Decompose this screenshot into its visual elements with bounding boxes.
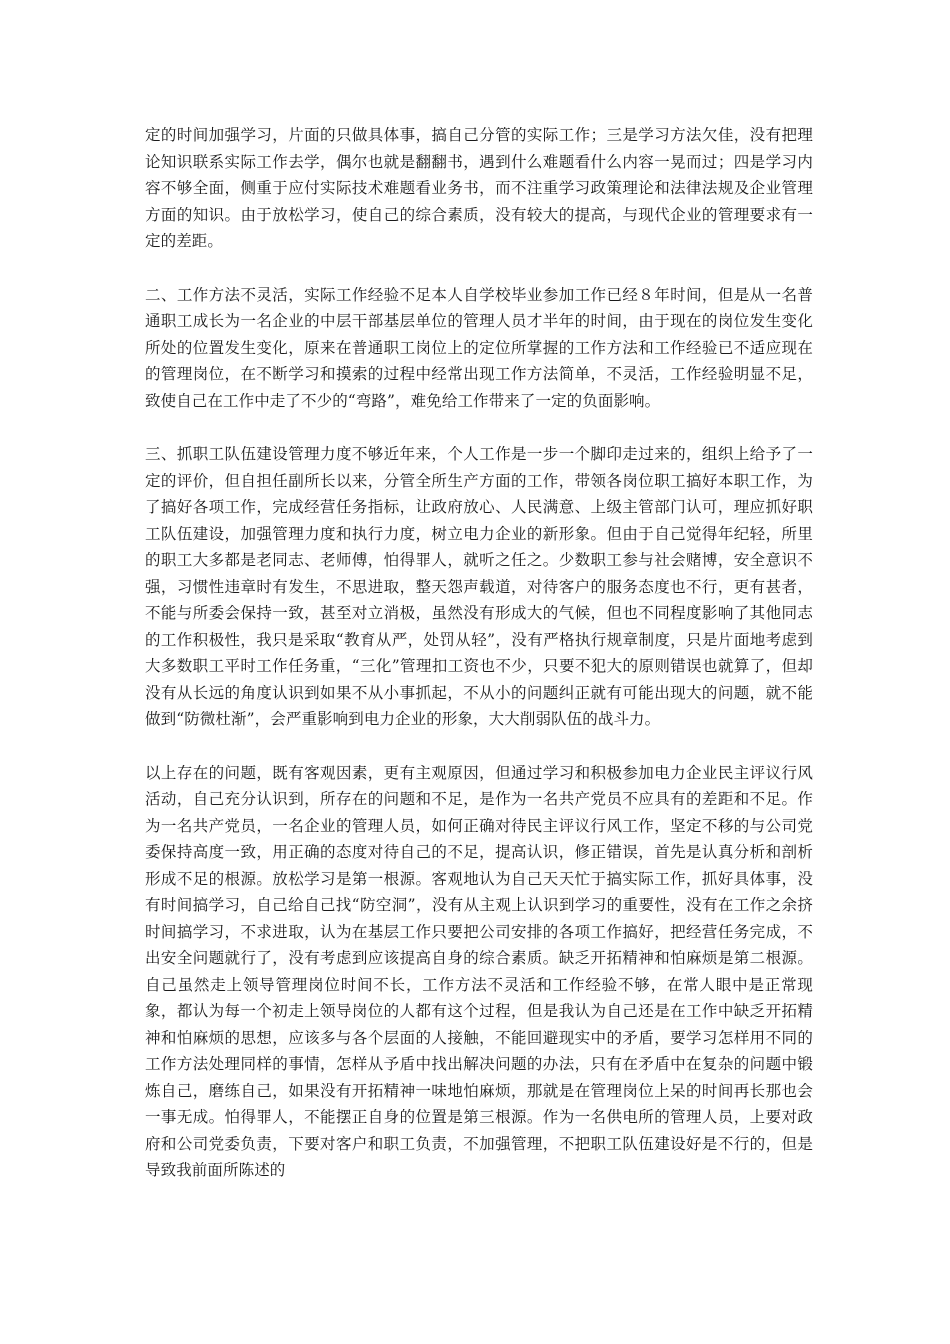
paragraph-study-issues: 定的时间加强学习，片面的只做具体事，搞自己分管的实际工作；三是学习方法欠佳，没有把理论知识联系实际工作去学，偶尔也就是翻翻书，遇到什么难题看什么内容一晃而过；四是学习内容不够全面，侧重于应付实际技术难题看业务书，而不注重学习政策理论和法律法规及企业管理方面的知识。由于放松学习，使自己的综合素质，没有较大的提高，与现代企业的管理要求有一定的差距。 [145,126,813,250]
paragraph-team-management: 三、抓职工队伍建设管理力度不够近年来，个人工作是一步一个脚印走过来的，组织上给予了一定的评价，但自担任副所长以来，分管全所生产方面的工作，带领各岗位职工搞好本职工作，为了搞好各项工作，完成经营任务指标，让政府放心、人民满意、上级主管部门认可，理应抓好职工队伍建设，加强管理力度和执行力度，树立电力企业的新形象。但由于自己觉得年纪轻，所里的职工大多都是老同志、老师傅，怕得罪人，就听之任之。少数职工参与社会赌博，安全意识不强，习惯性违章时有发生，不思进取，整天怨声载道，对待客户的服务态度也不行，更有甚者，不能与所委会保持一致，甚至对立消极，虽然没有形成大的气候，但也不同程度影响了其他同志的工作积极性，我只是采取“教育从严，处罚从轻”，没有严格执行规章制度，只是片面地考虑到大多数职工平时工作任务重，“三化”管理扣工资也不少，只要不犯大的原则错误也就算了，但却没有从长远的角度认识到如果不从小事抓起，不从小的问题纠正就有可能出现大的问题，就不能做到“防微杜渐”，会严重影响到电力企业的形象，大大削弱队伍的战斗力。 [145,445,813,728]
paragraph-root-causes: 以上存在的问题，既有客观因素，更有主观原因，但通过学习和积极参加电力企业民主评议行风活动，自己充分认识到，所存在的问题和不足，是作为一名共产党员不应具有的差距和不足。作为一名共产党员，一名企业的管理人员，如何正确对待民主评议行风工作，坚定不移的与公司党委保持高度一致，用正确的态度对待自己的不足，提高认识，修正错误，首先是认真分析和剖析形成不足的根源。放松学习是第一根源。客观地认为自己天天忙于搞实际工作，抓好具体事，没有时间搞学习，自己给自己找“防空洞”，没有从主观上认识到学习的重要性，没有在工作之余挤时间搞学习，不求进取，认为在基层工作只要把公司安排的各项工作搞好，把经营任务完成，不出安全问题就行了，没有考虑到应该提高自身的综合素质。缺乏开拓精神和怕麻烦是第二根源。自己虽然走上领导管理岗位时间不长，工作方法不灵活和工作经验不够，在常人眼中是正常现象，都认为每一个初走上领导岗位的人都有这个过程，但是我认为自己还是在工作中缺乏开拓精神和怕麻烦的思想，应该多与各个层面的人接触，不能回避现实中的矛盾，要学习怎样用不同的工作方法处理同样的事情，怎样从予盾中找出解决问题的办法，只有在矛盾中在复杂的问题中锻炼自己，磨练自己，如果没有开拓精神一味地怕麻烦，那就是在管理岗位上呆的时间再长那也会一事无成。怕得罪人，不能摆正自身的位置是第三根源。作为一名供电所的管理人员，上要对政府和公司党委负责，下要对客户和职工负责，不加强管理，不把职工队伍建设好是不行的，但是导致我前面所陈述的 [145,763,813,1179]
document-body [145,122,813,1184]
paragraph-work-methods: 二、工作方法不灵活，实际工作经验不足本人自学校毕业参加工作已经８年时间，但是从一名普通职工成长为一名企业的中层干部基层单位的管理人员才半年的时间，由于现在的岗位发生变化所处的位置发生变化，原来在普通职工岗位上的定位所掌握的工作方法和工作经验已不适应现在的管理岗位，在不断学习和摸索的过程中经常出现工作方法简单，不灵活，工作经验明显不足，致使自己在工作中走了不少的“弯路”，难免给工作带来了一定的负面影响。 [145,285,813,410]
